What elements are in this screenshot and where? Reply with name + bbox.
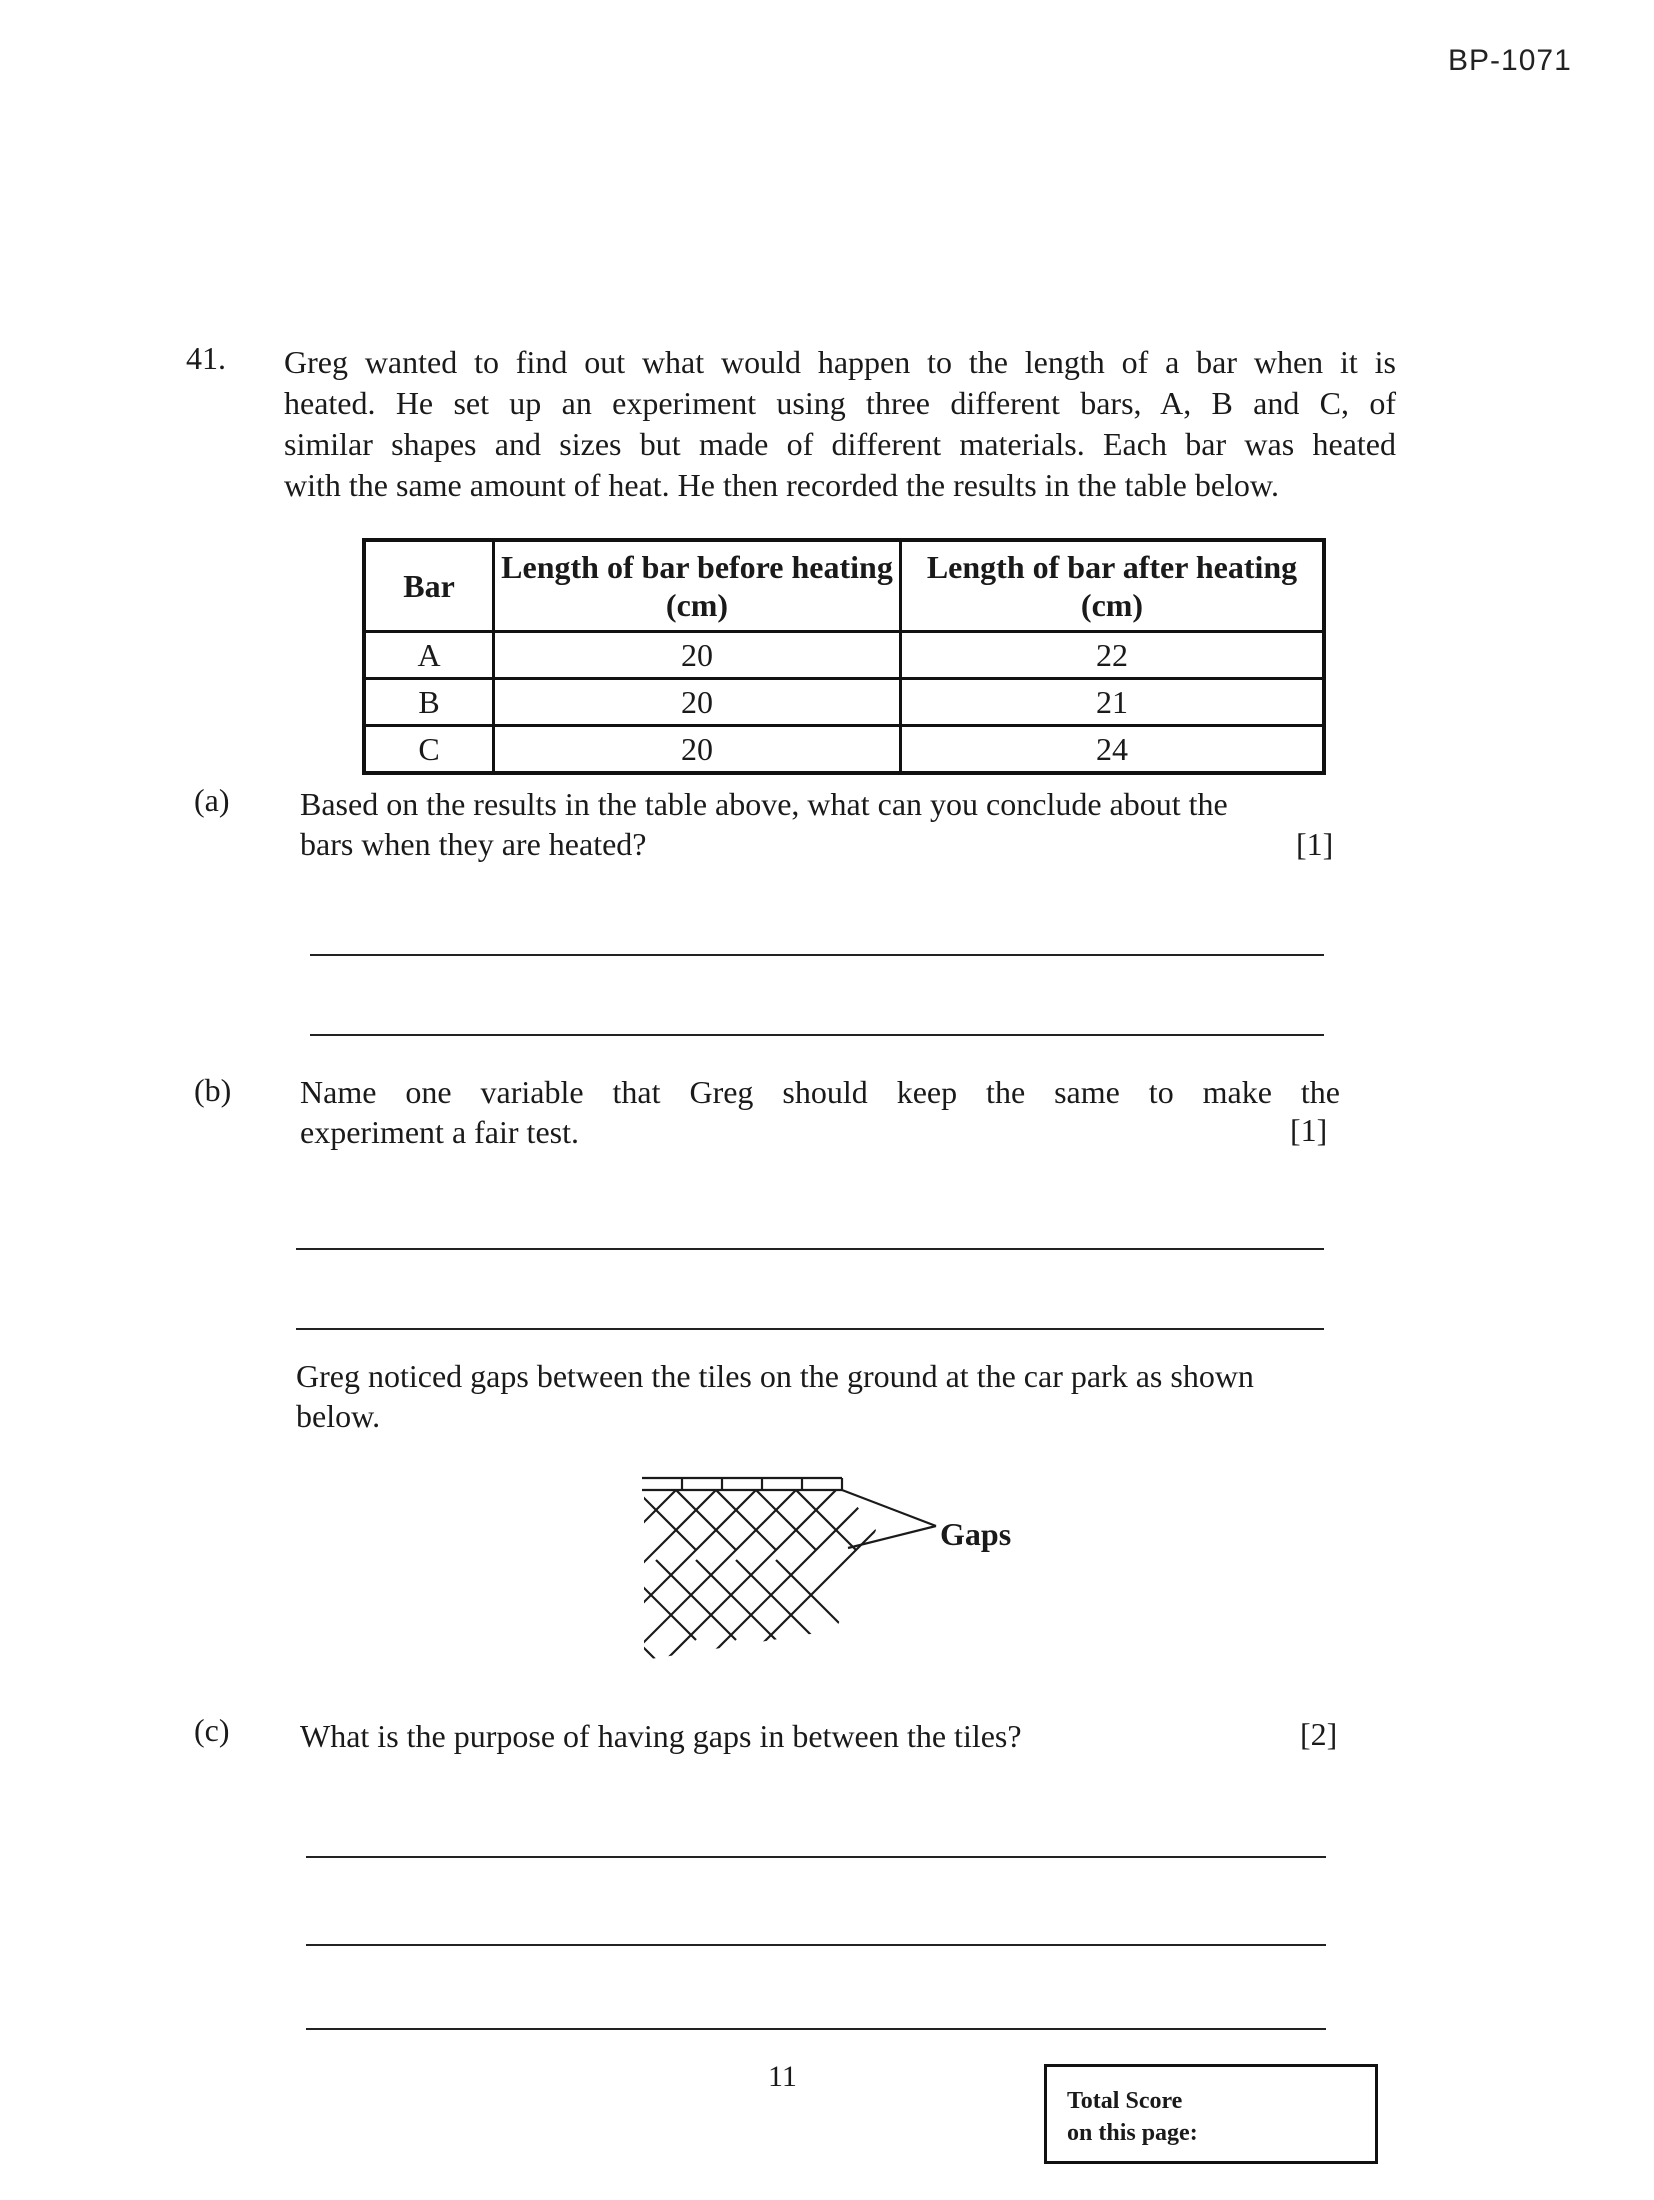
part-a-line: bars when they are heated? xyxy=(300,826,647,862)
header-bar: Bar xyxy=(364,540,494,632)
table-row xyxy=(364,679,1324,726)
stem-line: similar shapes and sizes but made of different materials. Each bar was heated xyxy=(284,426,1396,462)
paper-code: BP-1071 xyxy=(1448,44,1572,77)
gaps-label: Gaps xyxy=(940,1516,1012,1552)
answer-line[interactable] xyxy=(310,1034,1324,1036)
part-b-label: (b) xyxy=(194,1072,232,1108)
part-c-question: What is the purpose of having gaps in between the tiles? xyxy=(300,1718,1022,1754)
total-score-box[interactable] xyxy=(1044,2064,1378,2164)
answer-line[interactable] xyxy=(306,1856,1326,1858)
part-b-marks: [1] xyxy=(1290,1112,1328,1148)
part-c-label: (c) xyxy=(194,1712,230,1748)
part-a-line: Based on the results in the table above, what can you conclude about the xyxy=(300,786,1228,822)
cell-bar: A xyxy=(364,632,494,679)
score-label xyxy=(1067,2085,1198,2149)
answer-line[interactable] xyxy=(296,1248,1324,1250)
part-b-line: Name one variable that Greg should keep the same to make the xyxy=(300,1074,1340,1110)
table-header-row xyxy=(364,540,1324,632)
header-after: Length of bar after heating (cm) xyxy=(901,540,1325,632)
header-before: Length of bar before heating (cm) xyxy=(494,540,901,632)
results-table xyxy=(362,538,1326,775)
question-number: 41. xyxy=(186,340,226,376)
part-b-line: experiment a fair test. xyxy=(300,1114,579,1150)
part-a-marks: [1] xyxy=(1296,826,1334,862)
cell-before: 20 xyxy=(494,679,901,726)
cell-after: 24 xyxy=(901,726,1325,774)
stem-line: Greg wanted to find out what would happen to the length of a bar when it is xyxy=(284,344,1396,380)
answer-line[interactable] xyxy=(296,1328,1324,1330)
answer-line[interactable] xyxy=(306,2028,1326,2030)
context-line: Greg noticed gaps between the tiles on the ground at the car park as shown xyxy=(296,1358,1254,1394)
part-c-marks: [2] xyxy=(1300,1716,1338,1752)
table-row xyxy=(364,632,1324,679)
cell-before: 20 xyxy=(494,726,901,774)
cell-before: 20 xyxy=(494,632,901,679)
score-label-line: Total Score xyxy=(1067,2088,1183,2114)
cell-bar: B xyxy=(364,679,494,726)
table-row xyxy=(364,726,1324,774)
part-b-question xyxy=(300,1072,1340,1152)
answer-line[interactable] xyxy=(306,1944,1326,1946)
page-number: 11 xyxy=(768,2060,797,2093)
cell-after: 22 xyxy=(901,632,1325,679)
stem-line: heated. He set up an experiment using three different bars, A, B and C, of xyxy=(284,385,1396,421)
context-line: below. xyxy=(296,1398,381,1434)
stem-line: with the same amount of heat. He then recorded the results in the table below. xyxy=(284,467,1279,503)
part-a-label: (a) xyxy=(194,782,230,818)
context-text xyxy=(296,1356,1366,1436)
part-a-question xyxy=(300,784,1346,864)
score-label-line: on this page: xyxy=(1067,2120,1198,2146)
answer-line[interactable] xyxy=(310,954,1324,956)
tiles-diagram xyxy=(636,1470,956,1670)
cell-bar: C xyxy=(364,726,494,774)
question-stem xyxy=(284,342,1396,506)
cell-after: 21 xyxy=(901,679,1325,726)
